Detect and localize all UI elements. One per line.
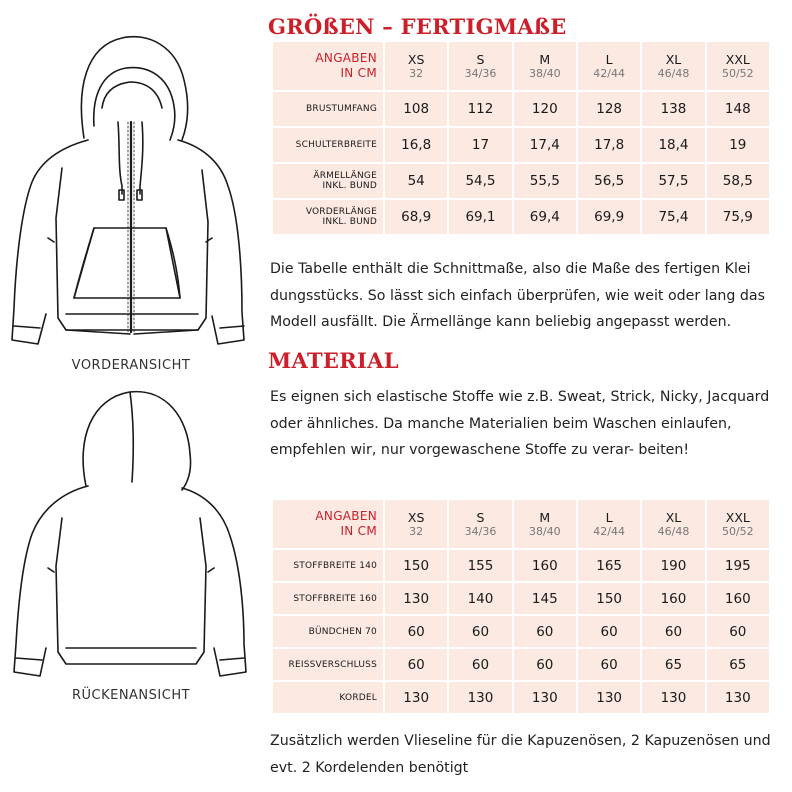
value-cell: 60 [514,616,576,647]
size-header-cell [642,42,704,90]
header-label-cell [273,42,383,90]
size-name: M [539,509,551,525]
header-label-line2: IN CM [340,524,377,538]
header-label-line2: IN CM [340,66,377,80]
value-cell: 148 [707,92,769,126]
value-cell: 54 [385,164,447,198]
value-cell: 165 [578,550,640,581]
table-row-reissverschluss [273,649,769,680]
value-cell: 65 [642,649,704,680]
table-row-aermellaenge [273,164,769,198]
size-header-cell [642,500,704,548]
row-label [273,128,383,162]
value-cell: 130 [642,682,704,713]
value-cell: 17 [449,128,511,162]
value-cell: 17,8 [578,128,640,162]
material-heading: MATERIAL [268,348,399,373]
row-label-line1: BRUSTUMFANG [306,104,377,114]
size-header-cell [449,500,511,548]
value-cell: 160 [514,550,576,581]
size-sub: 42/44 [593,66,625,80]
size-name: XXL [725,509,750,525]
value-cell: 108 [385,92,447,126]
value-cell: 150 [385,550,447,581]
row-label: STOFFBREITE 160 [273,583,383,614]
value-cell: 58,5 [707,164,769,198]
illustration-panel [0,0,262,792]
value-cell: 60 [707,616,769,647]
value-cell: 16,8 [385,128,447,162]
size-sub: 34/36 [464,66,497,80]
size-name: XL [665,509,682,525]
value-cell: 130 [385,682,447,713]
value-cell: 60 [514,649,576,680]
value-cell: 19 [707,128,769,162]
size-header-cell [385,42,447,90]
row-label: STOFFBREITE 140 [273,550,383,581]
row-label-line1: ÄRMELLÄNGE [313,171,377,181]
value-cell: 56,5 [578,164,640,198]
value-cell: 17,4 [514,128,576,162]
size-sub: 46/48 [657,66,690,80]
value-cell: 60 [449,649,511,680]
size-header-cell [514,42,576,90]
size-name: S [476,51,485,67]
row-label: BÜNDCHEN 70 [273,616,383,647]
sizes-heading: GRÖßEN – FERTIGMAßE [268,14,567,39]
material-header-row [273,500,769,548]
value-cell: 54,5 [449,164,511,198]
size-header-cell [707,500,769,548]
size-sub: 38/40 [528,66,561,80]
value-cell: 69,4 [514,200,576,234]
row-label: KORDEL [273,682,383,713]
size-sub: 50/52 [721,524,754,538]
row-label: REISSVERSCHLUSS [273,649,383,680]
value-cell: 60 [642,616,704,647]
row-label-line1: VORDERLÄNGE [305,207,377,217]
table-row-stoffbreite-160 [273,583,769,614]
value-cell: 145 [514,583,576,614]
size-sub: 34/36 [464,524,497,538]
table-row-stoffbreite-140 [273,550,769,581]
hoodie-back-illustration [6,382,256,682]
size-sub: 38/40 [528,524,561,538]
sizes-description: Die Tabelle enthält die Schnittmaße, also die Maße des fertigen Klei dungsstücks. So lässt sich einfach überprüfen, wie weit oder lang das Modell ausfällt. Die Ärmellänge kann beliebig angepasst werden. [270,261,765,330]
row-label-line1: SCHULTERBREITE [295,140,377,150]
table-row-brustumfang [273,92,769,126]
size-measurements-table [271,40,771,236]
header-label-cell [273,500,383,548]
row-label [273,164,383,198]
size-header-cell [578,500,640,548]
size-header-row [273,42,769,90]
size-name: L [605,51,613,67]
value-cell: 60 [385,616,447,647]
value-cell: 60 [385,649,447,680]
value-cell: 18,4 [642,128,704,162]
size-header-cell [578,42,640,90]
table-row-schulterbreite [273,128,769,162]
size-name: S [476,509,485,525]
value-cell: 57,5 [642,164,704,198]
value-cell: 75,4 [642,200,704,234]
size-header-cell [385,500,447,548]
value-cell: 69,1 [449,200,511,234]
size-sub: 42/44 [593,524,625,538]
value-cell: 75,9 [707,200,769,234]
value-cell: 68,9 [385,200,447,234]
value-cell: 160 [642,583,704,614]
size-name: XXL [725,51,750,67]
value-cell: 130 [578,682,640,713]
material-description: Es eignen sich elastische Stoffe wie z.B. Sweat, Strick, Nicky, Jacquard oder ähnliches. Da manche Materialien beim Waschen einlaufen, empfehlen wir, nur vorgewaschene Stoffe zu verar- beiten! [270,389,770,458]
value-cell: 112 [449,92,511,126]
hoodie-front-illustration [6,18,256,348]
size-sub: 46/48 [657,524,690,538]
size-header-cell [514,500,576,548]
value-cell: 69,9 [578,200,640,234]
value-cell: 120 [514,92,576,126]
value-cell: 155 [449,550,511,581]
value-cell: 195 [707,550,769,581]
header-label-line1: ANGABEN [315,51,377,65]
header-label-line1: ANGABEN [315,509,377,523]
value-cell: 160 [707,583,769,614]
back-view-caption: RÜCKENANSICHT [71,688,191,703]
material-footnote: Zusätzlich werden Vlieseline für die Kapuzenösen, 2 Kapuzenösen und evt. 2 Kordelenden benötigt [270,733,771,776]
value-cell: 130 [449,682,511,713]
size-name: M [539,51,551,67]
size-sub: 50/52 [721,66,754,80]
value-cell: 140 [449,583,511,614]
size-header-cell [449,42,511,90]
row-label [273,92,383,126]
value-cell: 138 [642,92,704,126]
material-table [271,498,771,715]
value-cell: 65 [707,649,769,680]
size-name: XS [407,509,425,525]
size-header-cell [707,42,769,90]
value-cell: 55,5 [514,164,576,198]
size-name: L [605,509,613,525]
value-cell: 60 [578,649,640,680]
value-cell: 60 [449,616,511,647]
size-name: XL [665,51,682,67]
table-row-buendchen [273,616,769,647]
row-label [273,200,383,234]
table-row-vorderlaenge [273,200,769,234]
table-row-kordel [273,682,769,713]
value-cell: 130 [707,682,769,713]
size-sub: 32 [409,66,424,80]
size-name: XS [407,51,425,67]
front-view-caption: VORDERANSICHT [71,358,191,373]
value-cell: 130 [385,583,447,614]
size-sub: 32 [409,524,424,538]
value-cell: 130 [514,682,576,713]
row-label-line2: INKL. BUND [322,217,377,227]
value-cell: 150 [578,583,640,614]
value-cell: 60 [578,616,640,647]
row-label-line2: INKL. BUND [322,181,377,191]
value-cell: 190 [642,550,704,581]
value-cell: 128 [578,92,640,126]
